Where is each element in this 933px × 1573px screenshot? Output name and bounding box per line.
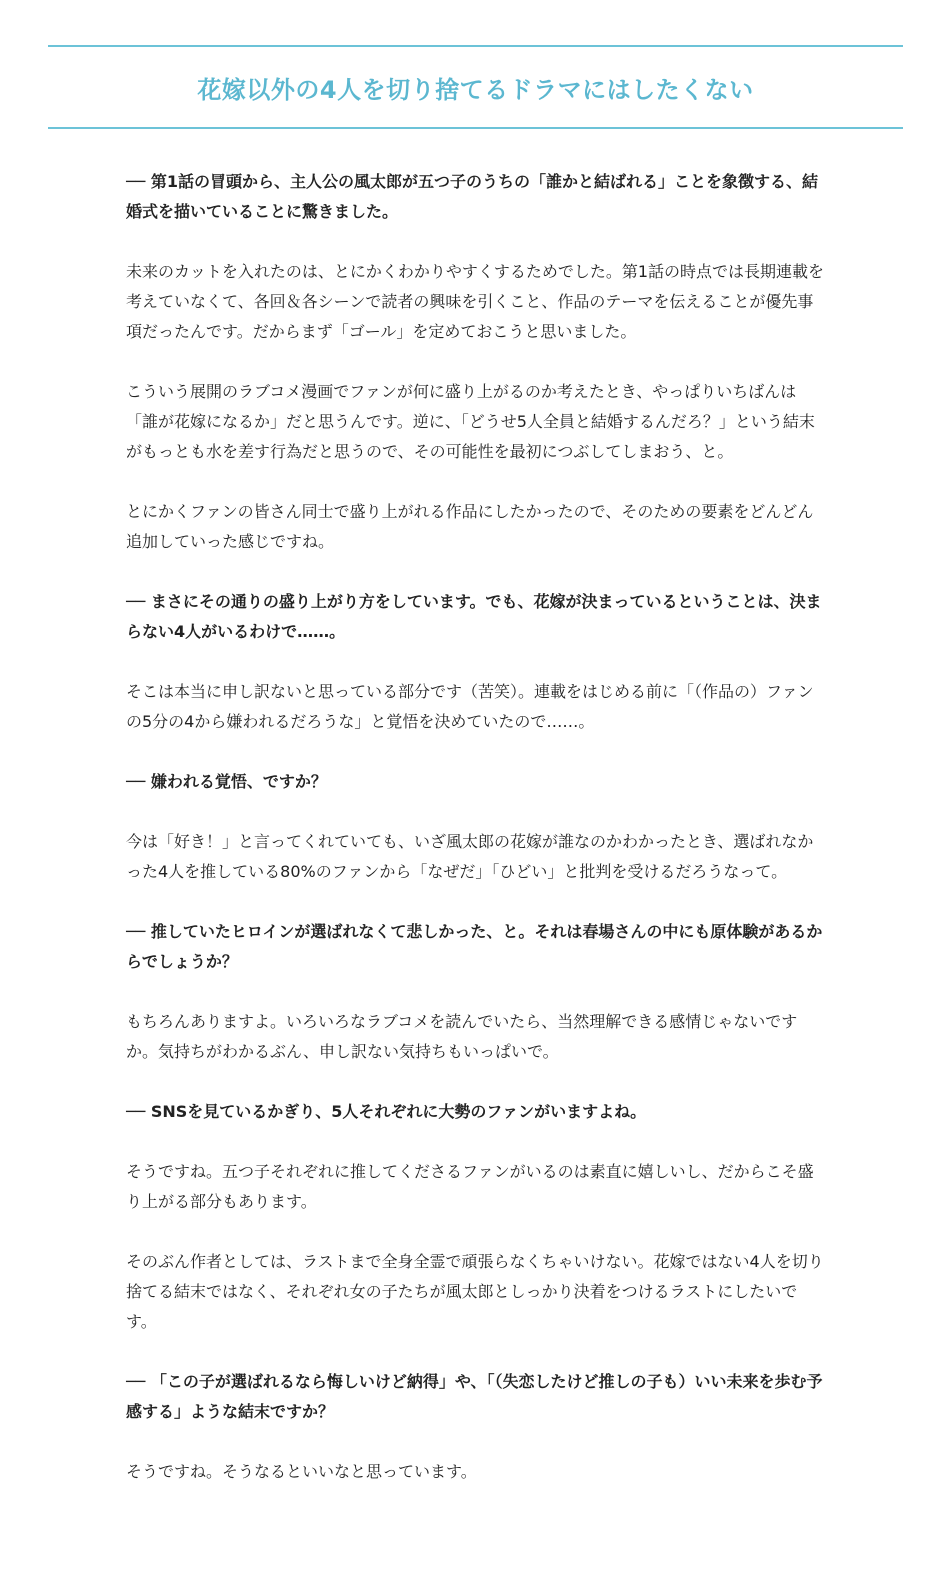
interview-question: ── 嫌われる覚悟、ですか？ xyxy=(126,772,327,791)
interview-question: ── 第1話の冒頭から、主人公の風太郎が五つ子のうちの「誰かと結ばれる」ことを象徴する、結婚式を描いていることに驚きました。 xyxy=(126,172,818,221)
interview-answer: そこは本当に申し訳ないと思っている部分です（苦笑）。連載をはじめる前に「（作品の）ファンの5分の4から嫌われるだろうな」と覚悟を決めていたので……。 xyxy=(126,682,814,731)
interview-answer: 未来のカットを入れたのは、とにかくわかりやすくするためでした。第1話の時点では長期連載を考えていなくて、各回＆各シーンで読者の興味を引くこと、作品のテーマを伝えることが優先事項だったんです。だからまず「ゴール」を定めておこうと思いました。 xyxy=(126,262,825,341)
interview-answer: こういう展開のラブコメ漫画でファンが何に盛り上がるのか考えたとき、やっぱりいちばんは「誰が花嫁になるか」だと思うんです。逆に、「どうせ5人全員と結婚するんだろ？」という結末がもっとも水を差す行為だと思うので、その可能性を最初につぶしてしまおう、と。 xyxy=(126,382,815,461)
interview-question: ── SNSを見ているかぎり、5人それぞれに大勢のファンがいますよね。 xyxy=(126,1102,647,1121)
interview-body xyxy=(126,167,826,1517)
interview-answer: そのぶん作者としては、ラストまで全身全霊で頑張らなくちゃいけない。花嫁ではない4人を切り捨てる結末ではなく、それぞれ女の子たちが風太郎としっかり決着をつけるラストにしたいです。 xyxy=(126,1252,824,1331)
interview-answer: そうですね。五つ子それぞれに推してくださるファンがいるのは素直に嬉しいし、だからこそ盛り上がる部分もあります。 xyxy=(126,1162,814,1211)
interview-answer: もちろんありますよ。いろいろなラブコメを読んでいたら、当然理解できる感情じゃないですか。気持ちがわかるぶん、申し訳ない気持ちもいっぱいで。 xyxy=(126,1012,798,1061)
section-heading: 花嫁以外の4人を切り捨てるドラマにはしたくない xyxy=(197,75,754,104)
interview-answer: とにかくファンの皆さん同士で盛り上がれる作品にしたかったので、そのための要素をどんどん追加していった感じですね。 xyxy=(126,502,814,551)
interview-question: ── 「この子が選ばれるなら悔しいけど納得」や、「（失恋したけど推しの子も）いい未来を歩む予感する」ような結末ですか？ xyxy=(126,1372,823,1421)
interview-answer: 今は「好き！」と言ってくれていても、いざ風太郎の花嫁が誰なのかわかったとき、選ばれなかった4人を推している80%のファンから「なぜだ」「ひどい」と批判を受けるだろうなって。 xyxy=(126,832,814,881)
interview-question: ── 推していたヒロインが選ばれなくて悲しかった、と。それは春場さんの中にも原体験があるからでしょうか？ xyxy=(126,922,823,971)
interview-question: ── まさにその通りの盛り上がり方をしています。でも、花嫁が決まっているということは、決まらない4人がいるわけで……。 xyxy=(126,592,822,641)
section-heading-box xyxy=(48,45,903,129)
interview-answer: そうですね。そうなるといいなと思っています。 xyxy=(126,1462,477,1481)
